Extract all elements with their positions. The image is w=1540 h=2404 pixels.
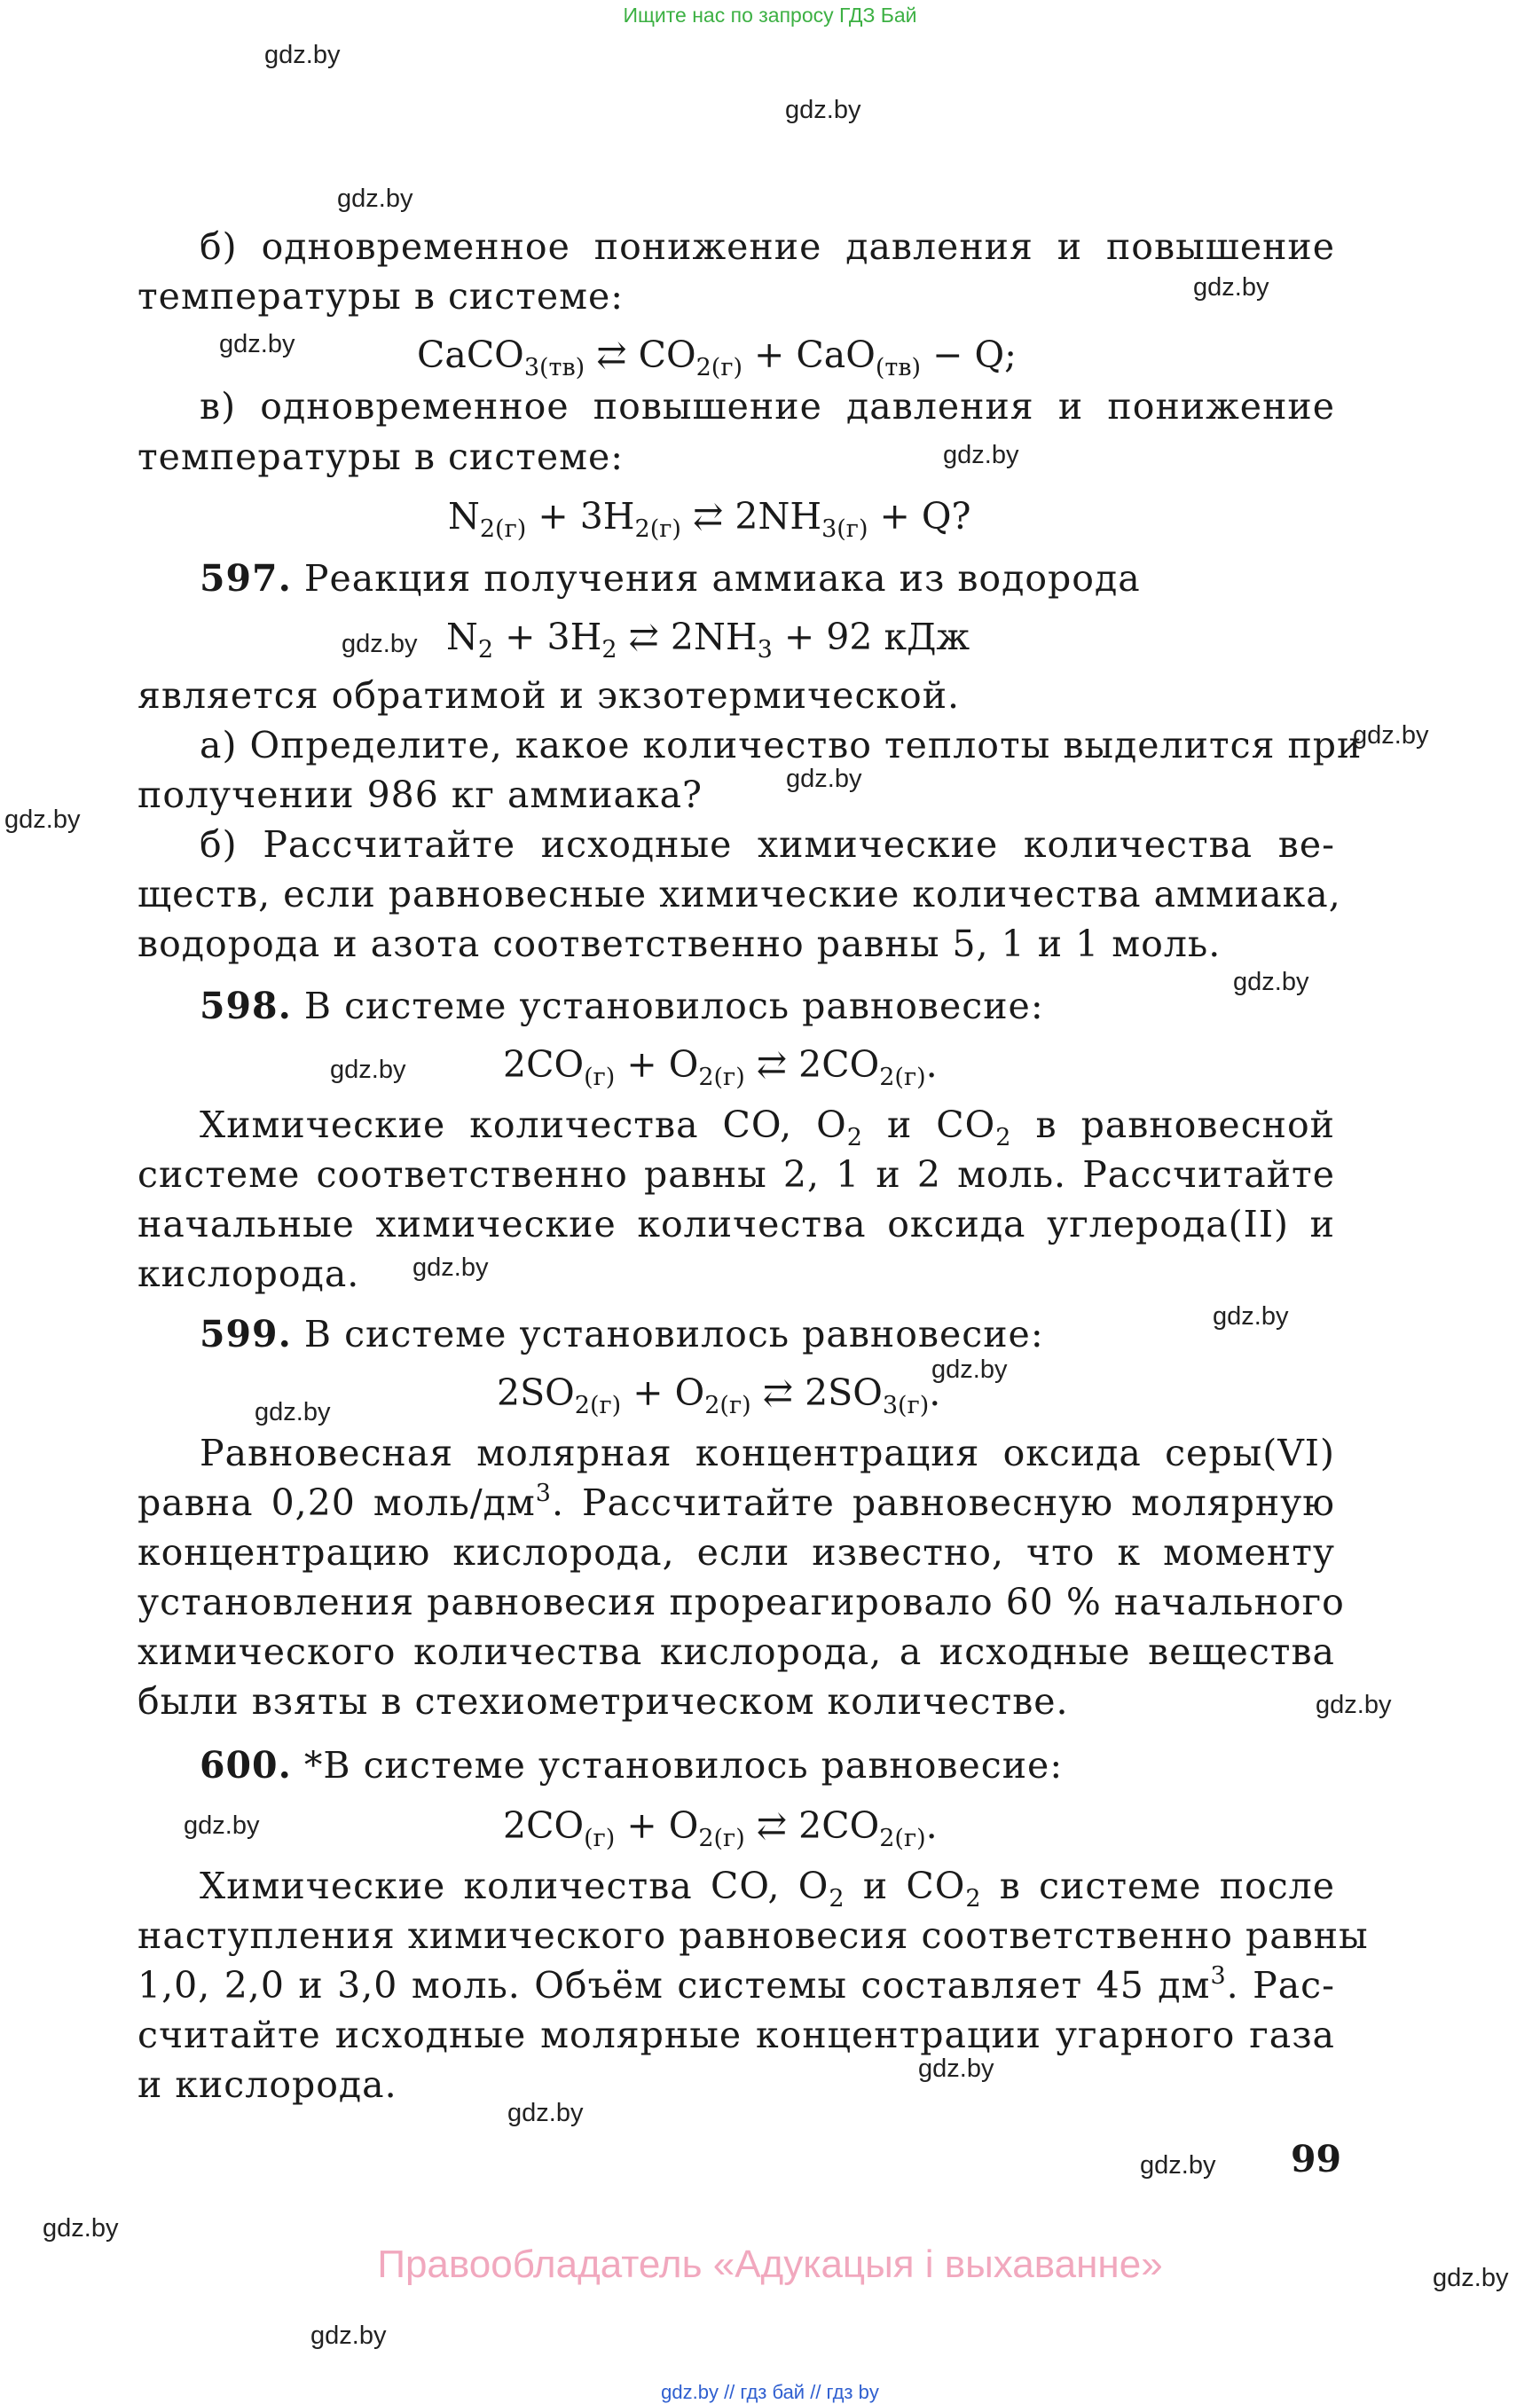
problem-600-line5: и кислорода.: [138, 2063, 397, 2106]
problem-599-line4: установления равновесия прореагировало 60 % начального: [138, 1581, 1345, 1623]
watermark: gdz.by: [330, 1056, 406, 1084]
problem-599-intro: [200, 1309, 1335, 1359]
problem-597-after-eq: является обратимой и экзотермической.: [138, 674, 961, 717]
watermark: gdz.by: [337, 185, 413, 213]
problem-598-line3: начальные химические количества оксида углерода(II) и: [138, 1203, 1335, 1245]
watermark: gdz.by: [342, 630, 418, 658]
problem-597-intro: [200, 554, 1335, 603]
watermark: gdz.by: [1433, 2264, 1509, 2292]
problem-597-a-line1: а) Определите, какое количество теплоты выделится при: [200, 724, 1363, 766]
problem-599-line2: равна 0,20 моль/$дм^3$. Рассчитайте равновесную молярную: [138, 1480, 1336, 1524]
equation-597: $N_2 + 3H_2$ ⇄ $2NH_3 + 92$ кДж: [446, 616, 970, 664]
item-v-line1: в) одновременное повышение давления и понижение: [200, 385, 1335, 428]
problem-600-line1: Химические количества CO, $O_2$ и $CO_2$ в системе после: [200, 1865, 1335, 1913]
problem-598-line4: кислорода.: [138, 1253, 360, 1295]
watermark: gdz.by: [1213, 1302, 1289, 1331]
watermark: gdz.by: [918, 2054, 994, 2083]
equation-caco3: CaCO$_{3(тв)}$ ⇄ $CO_{2(г)} + CaO_{(тв)} - Q$;: [417, 334, 1017, 381]
problem-599-line6: были взяты в стехиометрическом количестве.: [138, 1680, 1069, 1723]
equation-599: $2SO_{2(г)} + O_{2(г)}$ ⇄ $2SO_{3(г)}$.: [497, 1371, 941, 1419]
problem-600-intro-text: *В системе установилось равновесие:: [303, 1744, 1064, 1787]
watermark: gdz.by: [1193, 273, 1269, 302]
item-b-line2: температуры в системе:: [138, 275, 625, 318]
problem-597-b-line3: водорода и азота соответственно равны 5, 1 и 1 моль.: [138, 923, 1222, 965]
problem-597-b-line1: б) Рассчитайте исходные химические количества ве-: [200, 823, 1335, 866]
problem-600-intro: [200, 1740, 1335, 1790]
problem-598-line1: Химические количества CO, $O_2$ и $CO_2$ в равновесной: [200, 1104, 1335, 1151]
problem-598-number: 598.: [200, 985, 292, 1027]
problem-599-line3: концентрацию кислорода, если известно, что к моменту: [138, 1531, 1335, 1574]
watermark: gdz.by: [219, 330, 295, 358]
problem-599-number: 599.: [200, 1313, 292, 1355]
equation-600: $2CO_{(г)} + O_{2(г)}$ ⇄ $2CO_{2(г)}$.: [503, 1804, 938, 1852]
problem-600-number: 600.: [200, 1744, 292, 1787]
problem-597-a-line2: получении 986 кг аммиака?: [138, 774, 703, 816]
problem-598-line2: системе соответственно равны 2, 1 и 2 моль. Рассчитайте: [138, 1153, 1335, 1196]
watermark: gdz.by: [1316, 1691, 1392, 1719]
page-number: 99: [1291, 2138, 1342, 2180]
problem-597-b-line2: ществ, если равновесные химические количества аммиака,: [138, 873, 1341, 915]
item-b-line1: б) одновременное понижение давления и повышение: [200, 225, 1335, 268]
item-v-line2: температуры в системе:: [138, 436, 625, 478]
problem-597-intro-text: Реакция получения аммиака из водорода: [303, 557, 1141, 600]
watermark: gdz.by: [310, 2322, 387, 2350]
watermark: gdz.by: [1353, 721, 1429, 750]
problem-599-line1: Равновесная молярная концентрация оксида серы(VI): [200, 1432, 1335, 1474]
problem-599-intro-text: В системе установилось равновесие:: [303, 1313, 1044, 1355]
watermark: gdz.by: [184, 1811, 260, 1840]
watermark: gdz.by: [255, 1398, 331, 1426]
watermark: gdz.by: [943, 441, 1019, 469]
watermark: gdz.by: [507, 2099, 584, 2127]
equation-nh3-phases: $N_{2(г)} + 3H_{2(г)}$ ⇄ $2NH_{3(г)} + Q$?: [448, 495, 971, 543]
watermark: gdz.by: [785, 96, 861, 124]
watermark: gdz.by: [1140, 2151, 1216, 2180]
problem-599-line5: химического количества кислорода, а исходные вещества: [138, 1630, 1335, 1673]
watermark: gdz.by: [412, 1253, 489, 1282]
problem-598-intro-text: В системе установилось равновесие:: [303, 985, 1044, 1027]
watermark: gdz.by: [4, 805, 81, 834]
watermark: gdz.by: [786, 765, 862, 793]
watermark: gdz.by: [264, 41, 341, 69]
problem-597-number: 597.: [200, 557, 292, 600]
problem-598-intro: [200, 981, 1335, 1031]
watermark: gdz.by: [43, 2214, 119, 2243]
bottom-banner[interactable]: gdz.by // гдз бай // гдз by: [661, 2381, 879, 2403]
problem-600-line2: наступления химического равновесия соответственно равны: [138, 1914, 1369, 1957]
problem-600-line3: 1,0, 2,0 и 3,0 моль. Объём системы составляет 45 $дм^3$. Рас-: [138, 1962, 1335, 2007]
watermark: gdz.by: [1233, 968, 1309, 996]
copyright-notice: Правообладатель «Адукацыя і выхаванне»: [377, 2243, 1163, 2286]
problem-600-line4: считайте исходные молярные концентрации угарного газа: [138, 2014, 1335, 2056]
equation-598: $2CO_{(г)} + O_{2(г)}$ ⇄ $2CO_{2(г)}$.: [503, 1043, 938, 1091]
watermark: gdz.by: [931, 1355, 1008, 1384]
top-banner[interactable]: Ищите нас по запросу ГДЗ Бай: [623, 4, 917, 27]
